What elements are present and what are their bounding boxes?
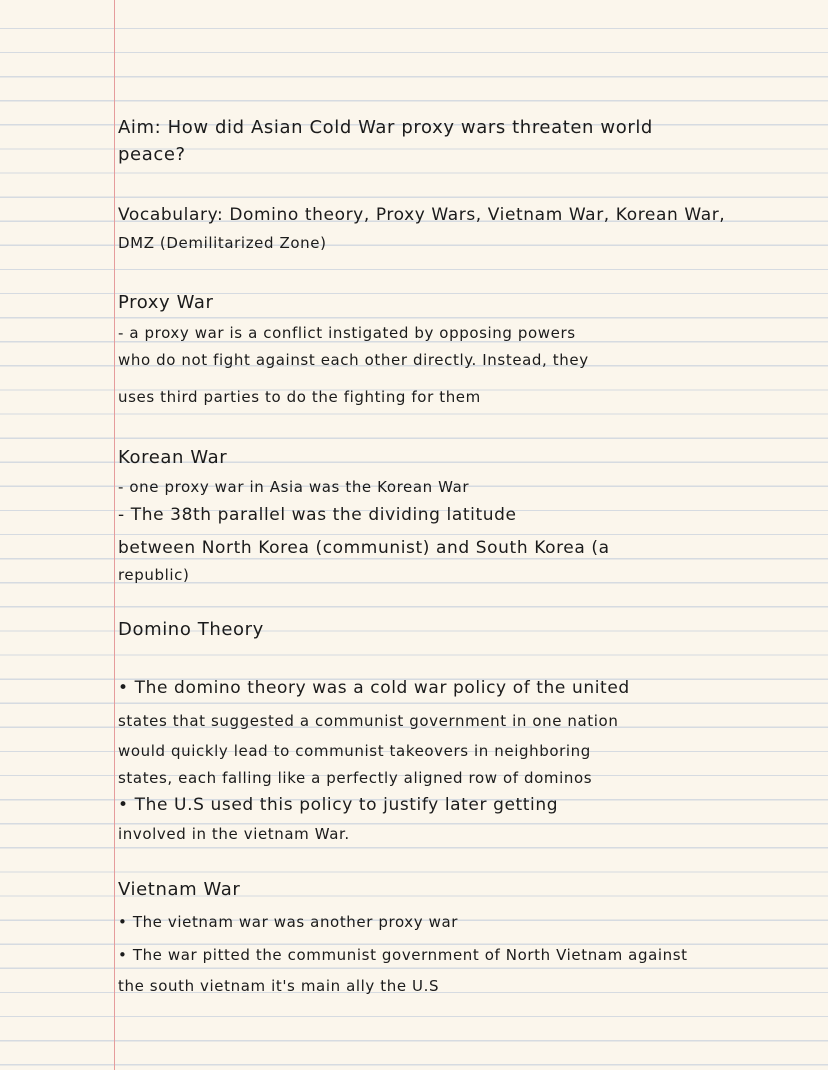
korean-war-line: republic)	[118, 566, 190, 584]
vocabulary-line-1: Vocabulary: Domino theory, Proxy Wars, Vietnam War, Korean War,	[118, 205, 726, 225]
margin-line	[114, 0, 115, 1070]
vietnam-war-heading: Vietnam War	[118, 879, 241, 900]
korean-war-line: - The 38th parallel was the dividing latitude	[118, 505, 517, 525]
domino-theory-line: would quickly lead to communist takeovers in neighboring	[118, 742, 591, 760]
proxy-war-line: uses third parties to do the fighting for them	[118, 388, 481, 406]
vietnam-war-line: the south vietnam it's main ally the U.S	[118, 977, 440, 995]
proxy-war-heading: Proxy War	[118, 292, 214, 313]
domino-theory-line: • The U.S used this policy to justify later getting	[118, 795, 559, 815]
domino-theory-line: • The domino theory was a cold war policy of the united	[118, 678, 630, 698]
korean-war-heading: Korean War	[118, 447, 228, 468]
korean-war-line: - one proxy war in Asia was the Korean War	[118, 478, 470, 496]
vocabulary-line-2: DMZ (Demilitarized Zone)	[118, 234, 327, 252]
domino-theory-line: states that suggested a communist government in one nation	[118, 712, 619, 730]
proxy-war-line: who do not fight against each other directly. Instead, they	[118, 351, 589, 369]
domino-theory-line: states, each falling like a perfectly aligned row of dominos	[118, 769, 593, 787]
aim-line-2: peace?	[118, 144, 186, 165]
aim-line-1: Aim: How did Asian Cold War proxy wars threaten world	[118, 117, 653, 138]
domino-theory-heading: Domino Theory	[118, 619, 264, 640]
vietnam-war-line: • The war pitted the communist government of North Vietnam against	[118, 946, 688, 964]
proxy-war-line: - a proxy war is a conflict instigated by opposing powers	[118, 324, 576, 342]
domino-theory-line: involved in the vietnam War.	[118, 825, 350, 843]
notes-page	[118, 0, 808, 1070]
korean-war-line: between North Korea (communist) and South Korea (a	[118, 538, 610, 558]
vietnam-war-line: • The vietnam war was another proxy war	[118, 913, 459, 931]
